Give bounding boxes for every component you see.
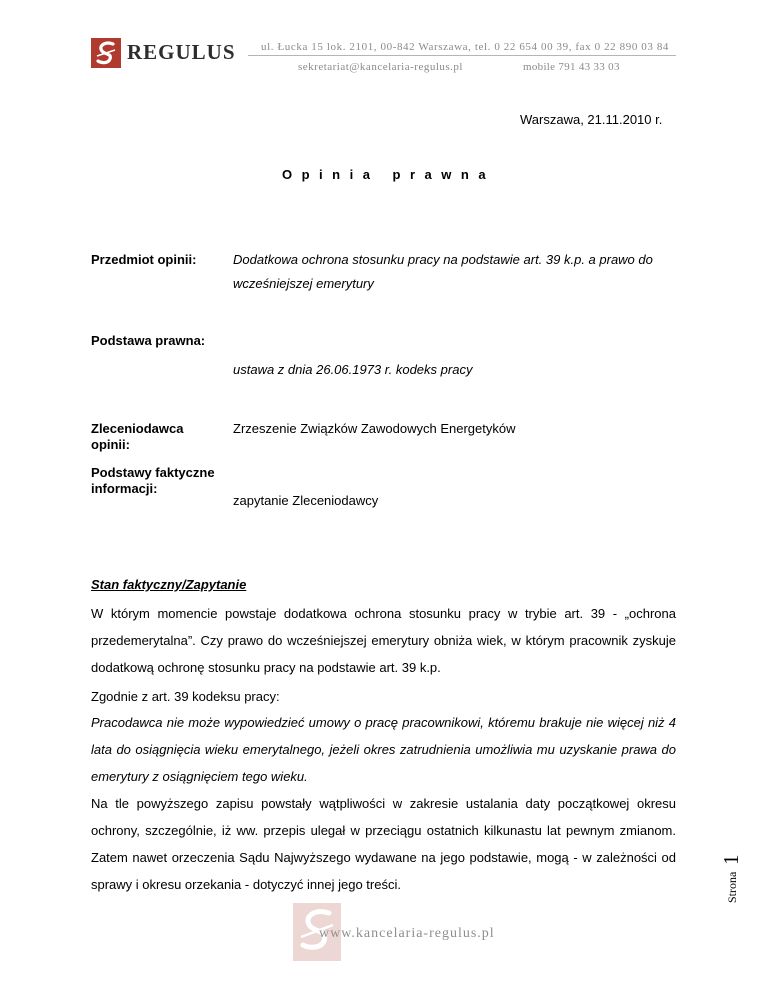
field-label-subject: Przedmiot opinii: — [91, 252, 197, 267]
field-value-legal-basis: ustawa z dnia 26.06.1973 r. kodeks pracy — [233, 362, 473, 377]
field-label-legal-basis: Podstawa prawna: — [91, 333, 206, 348]
website-link[interactable]: www.kancelaria-regulus.pl — [319, 926, 495, 941]
field-value-client: Zrzeszenie Związków Zawodowych Energetyków — [233, 421, 516, 436]
paragraph-question: W którym momencie powstaje dodatkowa ochrona stosunku pracy w trybie art. 39 - „ochrona przedemerytalna”. Czy prawo do wcześniejszej emerytury obniża wiek, w którym pracownik zyskuje dodatkową ochronę stosunku pracy na podstawie art. 39 k.p. — [91, 606, 676, 675]
field-value-factual-basis: zapytanie Zleceniodawcy — [233, 493, 379, 508]
regulus-logo-icon — [91, 38, 121, 68]
field-label-factual-basis-line2: informacji: — [91, 481, 158, 496]
document-date: Warszawa, 21.11.2010 r. — [520, 112, 663, 127]
page-number-label — [719, 845, 743, 903]
paragraph-quote: Pracodawca nie może wypowiedzieć umowy o pracę pracownikowi, któremu brakuje nie więcej niż 4 lata do osiągnięcia wieku emerytalnego, jeżeli okres zatrudnienia umożliwia mu uzyskanie prawa do emerytury z osiągnięciem tego wieku. — [91, 715, 676, 784]
header-address: ul. Łucka 15 lok. 2101, 00-842 Warszawa, tel. 0 22 654 00 39, fax 0 22 890 03 84 — [261, 41, 670, 53]
field-value-subject-line1: Dodatkowa ochrona stosunku pracy na podstawie art. 39 k.p. a prawo do — [233, 252, 653, 267]
header-divider — [248, 55, 676, 56]
page-number-text: 1 — [719, 854, 743, 865]
page-label-text: Strona — [725, 871, 739, 903]
header-mobile: mobile 791 43 33 03 — [523, 61, 620, 73]
field-label-client-line2: opinii: — [91, 437, 130, 452]
field-label-factual-basis-line1: Podstawy faktyczne — [91, 465, 215, 480]
paragraph-analysis: Na tle powyższego zapisu powstały wątpliwości w zakresie ustalania daty początkowej okresu ochrony, szczególnie, iż ww. przepis ulegał w przeciągu ostatnich kilkunastu lat pewnym zmianom. Zatem nawet orzeczenia Sądu Najwyższego wydawane na jego podstawie, mogą - w zależności od sprawy i okresu orzekania - dotyczyć innej jego treści. — [91, 796, 676, 892]
logo-text: REGULUS — [127, 40, 236, 64]
paragraph-intro: Zgodnie z art. 39 kodeksu pracy: — [91, 689, 280, 704]
field-value-subject-line2: wcześniejszej emerytury — [233, 276, 374, 291]
header-email[interactable]: sekretariat@kancelaria-regulus.pl — [298, 61, 463, 73]
document-title: Opinia prawna — [282, 167, 496, 182]
field-label-client-line1: Zleceniodawca — [91, 421, 184, 436]
section-title: Stan faktyczny/Zapytanie — [91, 577, 247, 592]
